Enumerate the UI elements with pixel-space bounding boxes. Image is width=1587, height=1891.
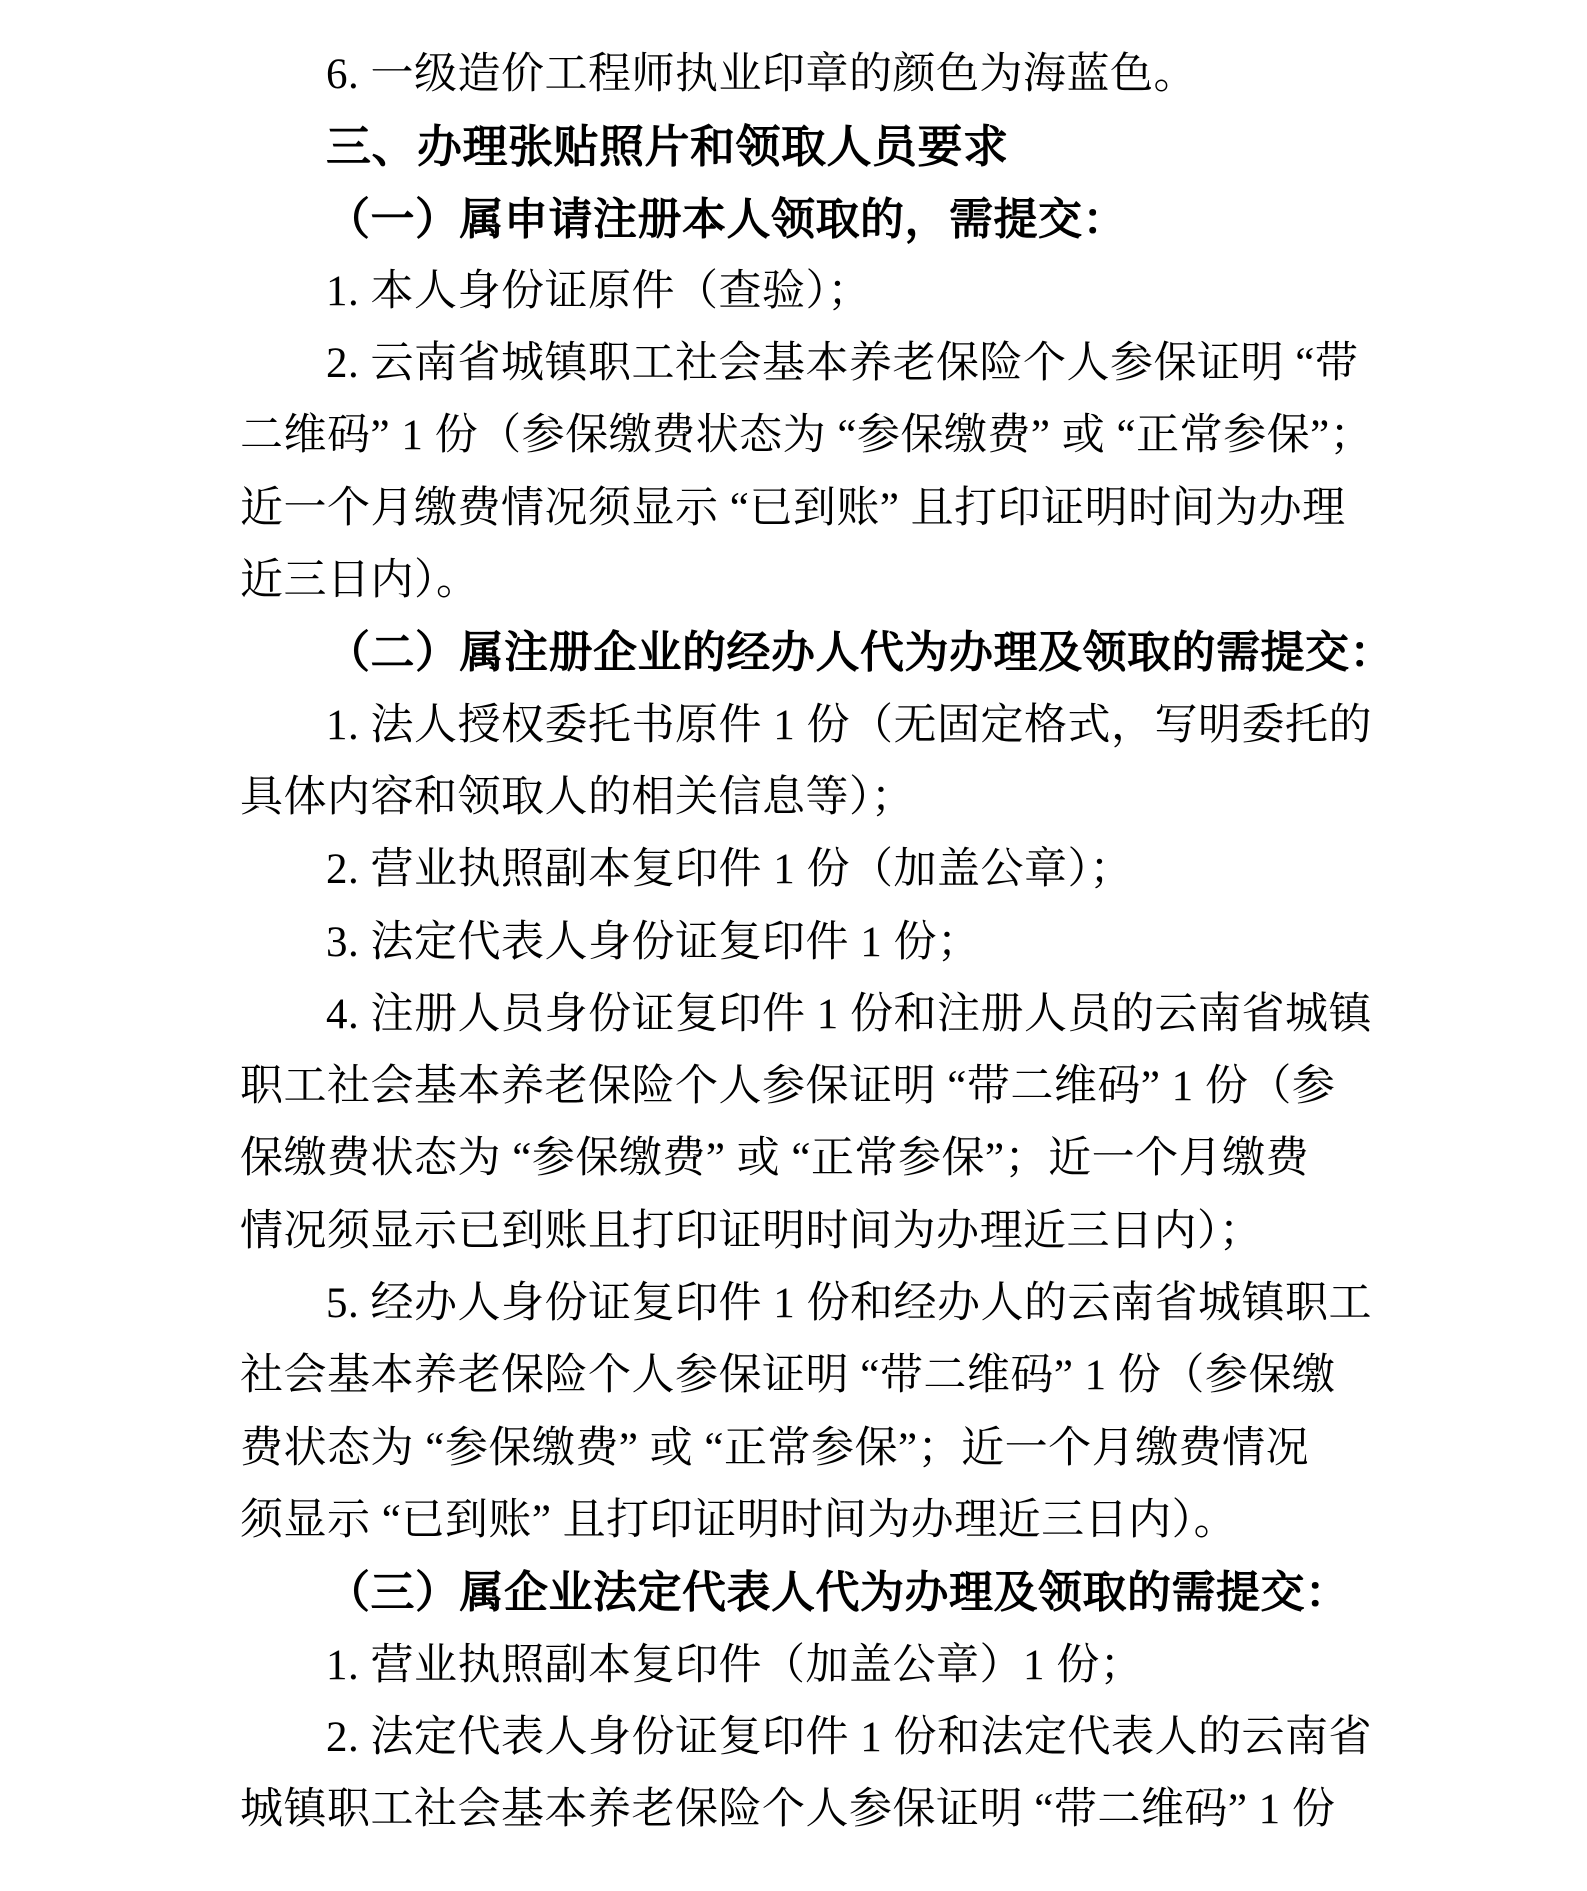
body-line: 2. 法定代表人身份证复印件 1 份和法定代表人的云南省 [326,1713,1372,1761]
body-line: 1. 营业执照副本复印件（加盖公章）1 份； [326,1641,1144,1689]
body-line: 职工社会基本养老保险个人参保证明 “带二维码” 1 份（参 [240,1063,1336,1111]
body-line: 1. 法人授权委托书原件 1 份（无固定格式，写明委托的 [326,701,1372,749]
body-line: 1. 本人身份证原件（查验）； [326,267,871,315]
body-line: 保缴费状态为 “参保缴费” 或 “正常参保”；近一个月缴费 [240,1135,1310,1183]
body-line: 社会基本养老保险个人参保证明 “带二维码” 1 份（参保缴 [240,1352,1336,1400]
section-heading-3: 三、办理张贴照片和领取人员要求 [326,120,1009,174]
body-line: 2. 云南省城镇职工社会基本养老保险个人参保证明 “带 [326,340,1359,388]
body-line: 2. 营业执照副本复印件 1 份（加盖公章）； [326,846,1133,894]
body-line: 情况须显示已到账且打印证明时间为办理近三日内）； [240,1207,1263,1255]
subheading-1: （一）属申请注册本人领取的，需提交： [326,194,1127,244]
body-line: 5. 经办人身份证复印件 1 份和经办人的云南省城镇职工 [326,1280,1372,1328]
body-line: 具体内容和领取人的相关信息等）； [240,773,915,821]
subheading-3: （三）属企业法定代表人代为办理及领取的需提交： [326,1568,1350,1618]
subheading-2: （二）属注册企业的经办人代为办理及领取的需提交： [326,628,1394,678]
body-line: 4. 注册人员身份证复印件 1 份和注册人员的云南省城镇 [326,990,1372,1038]
body-line: 须显示 “已到账” 且打印证明时间为办理近三日内）。 [240,1496,1238,1544]
body-line: 费状态为 “参保缴费” 或 “正常参保”；近一个月缴费情况 [240,1424,1310,1472]
body-line: 近一个月缴费情况须显示 “已到账” 且打印证明时间为办理 [240,484,1346,532]
body-line: 二维码” 1 份（参保缴费状态为 “参保缴费” 或 “正常参保”； [240,412,1374,460]
body-line: 3. 法定代表人身份证复印件 1 份； [326,918,981,966]
body-line: 近三日内）。 [240,557,480,605]
body-line: 城镇职工社会基本养老保险个人参保证明 “带二维码” 1 份 [240,1786,1336,1834]
body-line-item6: 6. 一级造价工程师执业印章的颜色为海蓝色。 [326,51,1197,98]
